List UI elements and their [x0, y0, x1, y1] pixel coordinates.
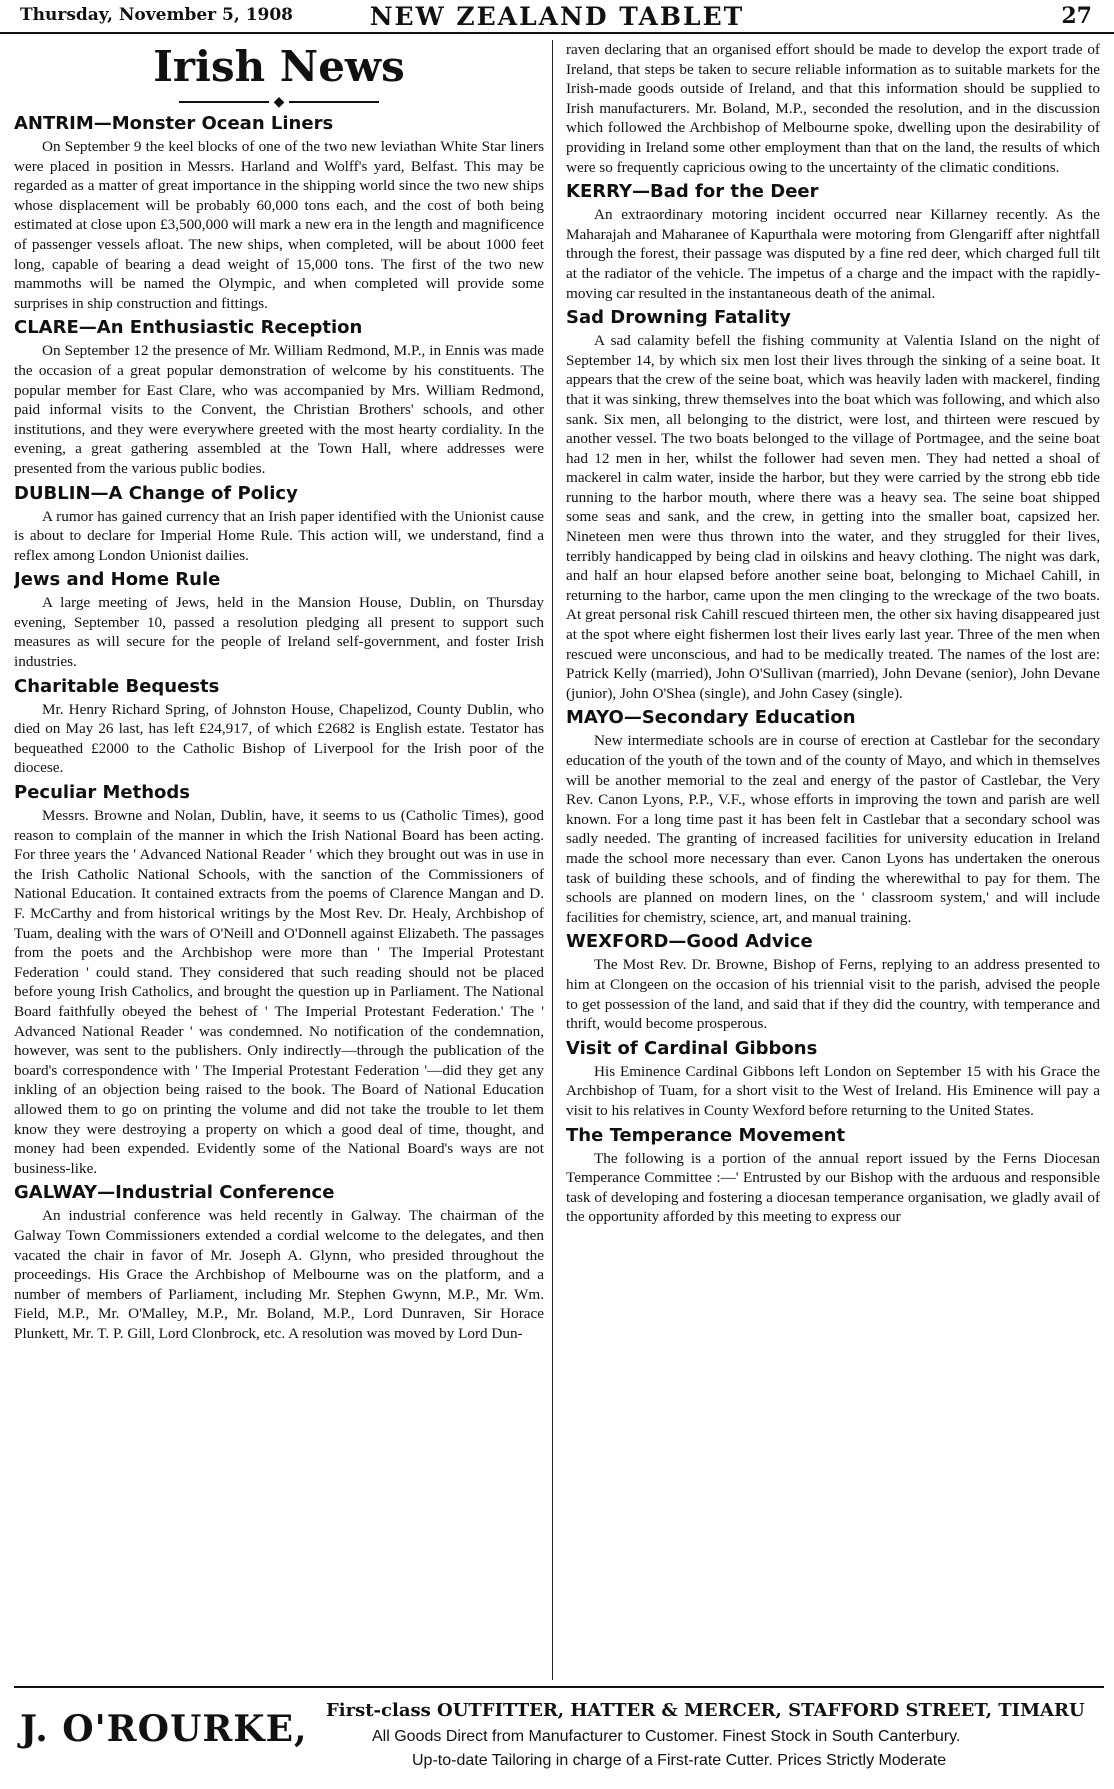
- masthead-date: Thursday, November 5, 1908: [20, 5, 294, 25]
- article-body-mayo: New intermediate schools are in course of erection at Castlebar for the secondary education of the youth of the town and of the county of Mayo, and which in themselves will be another memorial to the zeal and energy of the pastor of Castlebar, the Very Rev. Canon Lyons, P.P., V.F., whose efforts in improving the town and parish are well known. For a long time past it has been felt in Castlebar that a secondary school was sadly needed. The granting of increased facilities for university education in Ireland made the school more necessary than ever. Canon Lyons has undertaken the onerous task of building these schools, and of finding the wherewithal to pay for them. The schools are planned on modern lines, on the ' classroom system,' and will include facilities for chemistry, science, art, and manual training.: [566, 732, 1100, 926]
- article-body-peculiar-methods: Messrs. Browne and Nolan, Dublin, have, it seems to us (Catholic Times), good reason to complain of the manner in which the Irish National Board has been acting. For three years the ' Advanced National Reader ' which they brought out was in use in the Irish Catholic National Schools, with the sanction of the Commissioners of National Education. It contained extracts from the poems of Clarence Mangan and D. F. McCarthy and from historical writings by the Most Rev. Dr. Healy, Archbishop of Tuam, dealing with the wars of O'Neill and O'Donnell against Elizabeth. The passages from the poets and the Archbishop were more than ' The Imperial Protestant Federation ' could stand. They considered that such reading should not be placed before young Irish Catholics, and brought the question up in Parliament. The National Board faithfully obeyed the behest of ' The Imperial Protestant Federation.' The ' Advanced National Reader ' was condemned. No notification of the condemnation, however, was sent to the publishers. Only indirectly—through the publication of the board's correspondence with ' The Imperial Protestant Federation '—did they get any inkling of an objection being raised to the book. The Board of National Education allowed them to go on printing the volume and did not take the trouble to let them know they were destroying a property on which a good deal of time, thought, and money had been expended. Evidently some of the National Board's ways are not business-like.: [14, 807, 544, 1177]
- article-body-jews-home-rule: A large meeting of Jews, held in the Mansion House, Dublin, on Thursday evening, September 10, passed a resolution pledging all present to support such measures as will secure for the people of Ireland self-government, and foster Irish industries.: [14, 594, 544, 671]
- article-body-galway-part1: An industrial conference was held recently in Galway. The chairman of the Galway Town Commissioners extended a cordial welcome to the delegates, and then vacated the chair in favor of Mr. Joseph A. Glynn, who presided throughout the proceedings. His Grace the Archbishop of Melbourne was on the platform, and a number of members of Parliament, including Mr. Stephen Gwynn, M.P., Mr. Wm. Field, M.P., Mr. O'Malley, M.P., Mr. Boland, M.P., Lord Dunraven, Sir Horace Plunkett, Mr. T. P. Gill, Lord Clonbrock, etc. A resolution was moved by Lord Dun-: [14, 1207, 544, 1342]
- article-heading-peculiar-methods: Peculiar Methods: [14, 782, 191, 804]
- diamond-icon: ◆: [273, 94, 285, 110]
- article-heading-wexford: WEXFORD—Good Advice: [566, 931, 813, 953]
- right-column: [566, 40, 1100, 1675]
- ad-line-tailoring: Up-to-date Tailoring in charge of a First-rate Cutter. Prices Strictly Moderate: [412, 1752, 947, 1769]
- article-heading-mayo: MAYO—Secondary Education: [566, 707, 856, 729]
- article-heading-cardinal-gibbons: Visit of Cardinal Gibbons: [566, 1037, 818, 1059]
- ad-line-outfitter: First-class OUTFITTER, HATTER & MERCER, STAFFORD STREET, TIMARU: [326, 1700, 1085, 1721]
- masthead: [0, 0, 1114, 34]
- advertisement: [14, 1686, 1104, 1784]
- article-body-temperance: The following is a portion of the annual report issued by the Ferns Diocesan Temperance Committee :—' Entrusted by our Bishop with the arduous and responsible task of developing and fostering a diocesan temperance organisation, we gladly avail of the opportunity afforded by this meeting to express our: [566, 1149, 1100, 1226]
- section-title: Irish News: [153, 42, 405, 91]
- article-body-clare: On September 12 the presence of Mr. William Redmond, M.P., in Ennis was made the occasion of a great popular demonstration of welcome by his constituents. The popular member for East Clare, who was accompanied by Mrs. William Redmond, paid informal visits to the Convent, the Christian Brothers' schools, and other institutions, and they were everywhere greeted with the most hearty cordiality. In the evening, a great gathering assembled at the Town Hall, where addresses were presented from the various public bodies.: [14, 342, 544, 477]
- advertiser-name: J. O'ROURKE,: [20, 1708, 308, 1750]
- article-heading-charitable-bequests: Charitable Bequests: [14, 675, 220, 697]
- article-body-galway-part2: raven declaring that an organised effort should be made to develop the export trade of Ireland, that steps be taken to secure reliable information as to suitable markets for the Irish-made goods outside of Ireland, and that this information should be supplied to Irish manufacturers. Mr. Boland, M.P., seconded the resolution, and in the discussion which followed the Archbishop of Melbourne spoke, dwelling upon the desirability of providing in Ireland some other employment than that on the land, the results of which were so frequently capricious owing to the uncertainty of the climatic conditions.: [566, 41, 1100, 176]
- article-body-kerry: An extraordinary motoring incident occurred near Killarney recently. As the Maharajah and Maharanee of Kapurthala were motoring from Glengariff after nightfall through the forest, their passage was disputed by a fine red deer, which charged full tilt at the radiator of the vehicle. The impetus of a charge and the impact with the rapidly-moving car resulted in the instantaneous death of the animal.: [566, 206, 1100, 302]
- article-body-drowning: A sad calamity befell the fishing community at Valentia Island on the night of September 14, by which six men lost their lives through the sinking of a seine boat. It appears that the crew of the seine boat, which was heavily laden with mackerel, finding that it was sinking, threw themselves into the boat which was following, and which also sank. Six men, all belonging to the district, were lost, and thirteen were rescued by another vessel. The two boats belonged to the village of Portmagee, and the seine boat had 12 men in her, whilst the follower had seven men. They had netted a shoal of mackerel in calm water, inside the harbor, but they were carried by the strong ebb tide running to the harbor mouth, where there was a heavy sea. The seine boat shipped some seas and sank, and the crew, in getting into the smaller boat, capsized her. Nineteen men were thus thrown into the water, and they struggled for their lives, terribly handicapped by being clad in oilskins and heavy clothing. The night was dark, and half an hour elapsed before another seine boat, belonging to Michael Cahill, in returning to the harbor, came upon the men clinging to the wreckage of the two boats. At great personal risk Cahill rescued thirteen men, the other six having disappeared just at the spot where eight fishermen lost their lives early last year. Three of the men when rescued were unconscious, and had to be medically treated. The names of the lost are: Patrick Kelly (married), John O'Sullivan (married), John Devane (senior), John Devane (junior), John O'Shea (single), and John Casey (single).: [566, 332, 1100, 702]
- article-heading-kerry: KERRY—Bad for the Deer: [566, 181, 819, 203]
- article-heading-galway: GALWAY—Industrial Conference: [14, 1182, 335, 1204]
- article-body-dublin: A rumor has gained currency that an Irish paper identified with the Unionist cause is about to declare for Imperial Home Rule. This action will, we understand, find a reflex among London Unionist dailies.: [14, 507, 544, 564]
- article-heading-temperance: The Temperance Movement: [566, 1124, 846, 1146]
- article-heading-dublin: DUBLIN—A Change of Policy: [14, 482, 298, 504]
- ad-line-goods: All Goods Direct from Manufacturer to Customer. Finest Stock in South Canterbury.: [372, 1728, 961, 1745]
- article-heading-jews-home-rule: Jews and Home Rule: [14, 569, 221, 591]
- page-number: 27: [1061, 3, 1092, 29]
- article-body-antrim: On September 9 the keel blocks of one of the two new leviathan White Star liners were placed in position in Messrs. Harland and Wolff's yard, Belfast. This may be regarded as a matter of great importance in the shipping world since the two new ships whose displacement will be probably 60,000 tons each, and the cost of both being estimated at close upon £3,500,000 will mark a new era in the length and magnificence of passenger vessels afloat. The new ships, when completed, will be about 1000 feet long, capable of bearing a dead weight of 15,000 tons. The first of the two new mammoths will be named the Olympic, and when completed will provide some surprises in ship construction and fittings.: [14, 138, 544, 312]
- article-heading-antrim: ANTRIM—Monster Ocean Liners: [14, 113, 334, 134]
- article-heading-drowning: Sad Drowning Fatality: [566, 307, 791, 329]
- article-body-charitable-bequests: Mr. Henry Richard Spring, of Johnston House, Chapelizod, County Dublin, who died on May 26 last, has left £24,917, of which £2682 is English estate. Testator has bequeathed £2000 to the Catholic Bishop of Liverpool for the Irish poor of the diocese.: [14, 700, 544, 777]
- ornament-divider: [14, 95, 544, 109]
- left-column: [14, 40, 544, 1675]
- masthead-title: NEW ZEALAND TABLET: [369, 2, 745, 31]
- article-heading-clare: CLARE—An Enthusiastic Reception: [14, 317, 363, 339]
- article-body-wexford: The Most Rev. Dr. Browne, Bishop of Ferns, replying to an address presented to him at Clongeen on the occasion of his triennial visit to the parish, advised the people to get possession of the land, and said that if they did the country, with temperance and thrift, would become prosperous.: [566, 956, 1100, 1033]
- column-divider: [552, 40, 553, 1680]
- article-body-cardinal-gibbons: His Eminence Cardinal Gibbons left London on September 15 with his Grace the Archbishop of Tuam, for a short visit to the West of Ireland. His Eminence will pay a visit to his relatives in County Wexford before returning to the United States.: [566, 1062, 1100, 1119]
